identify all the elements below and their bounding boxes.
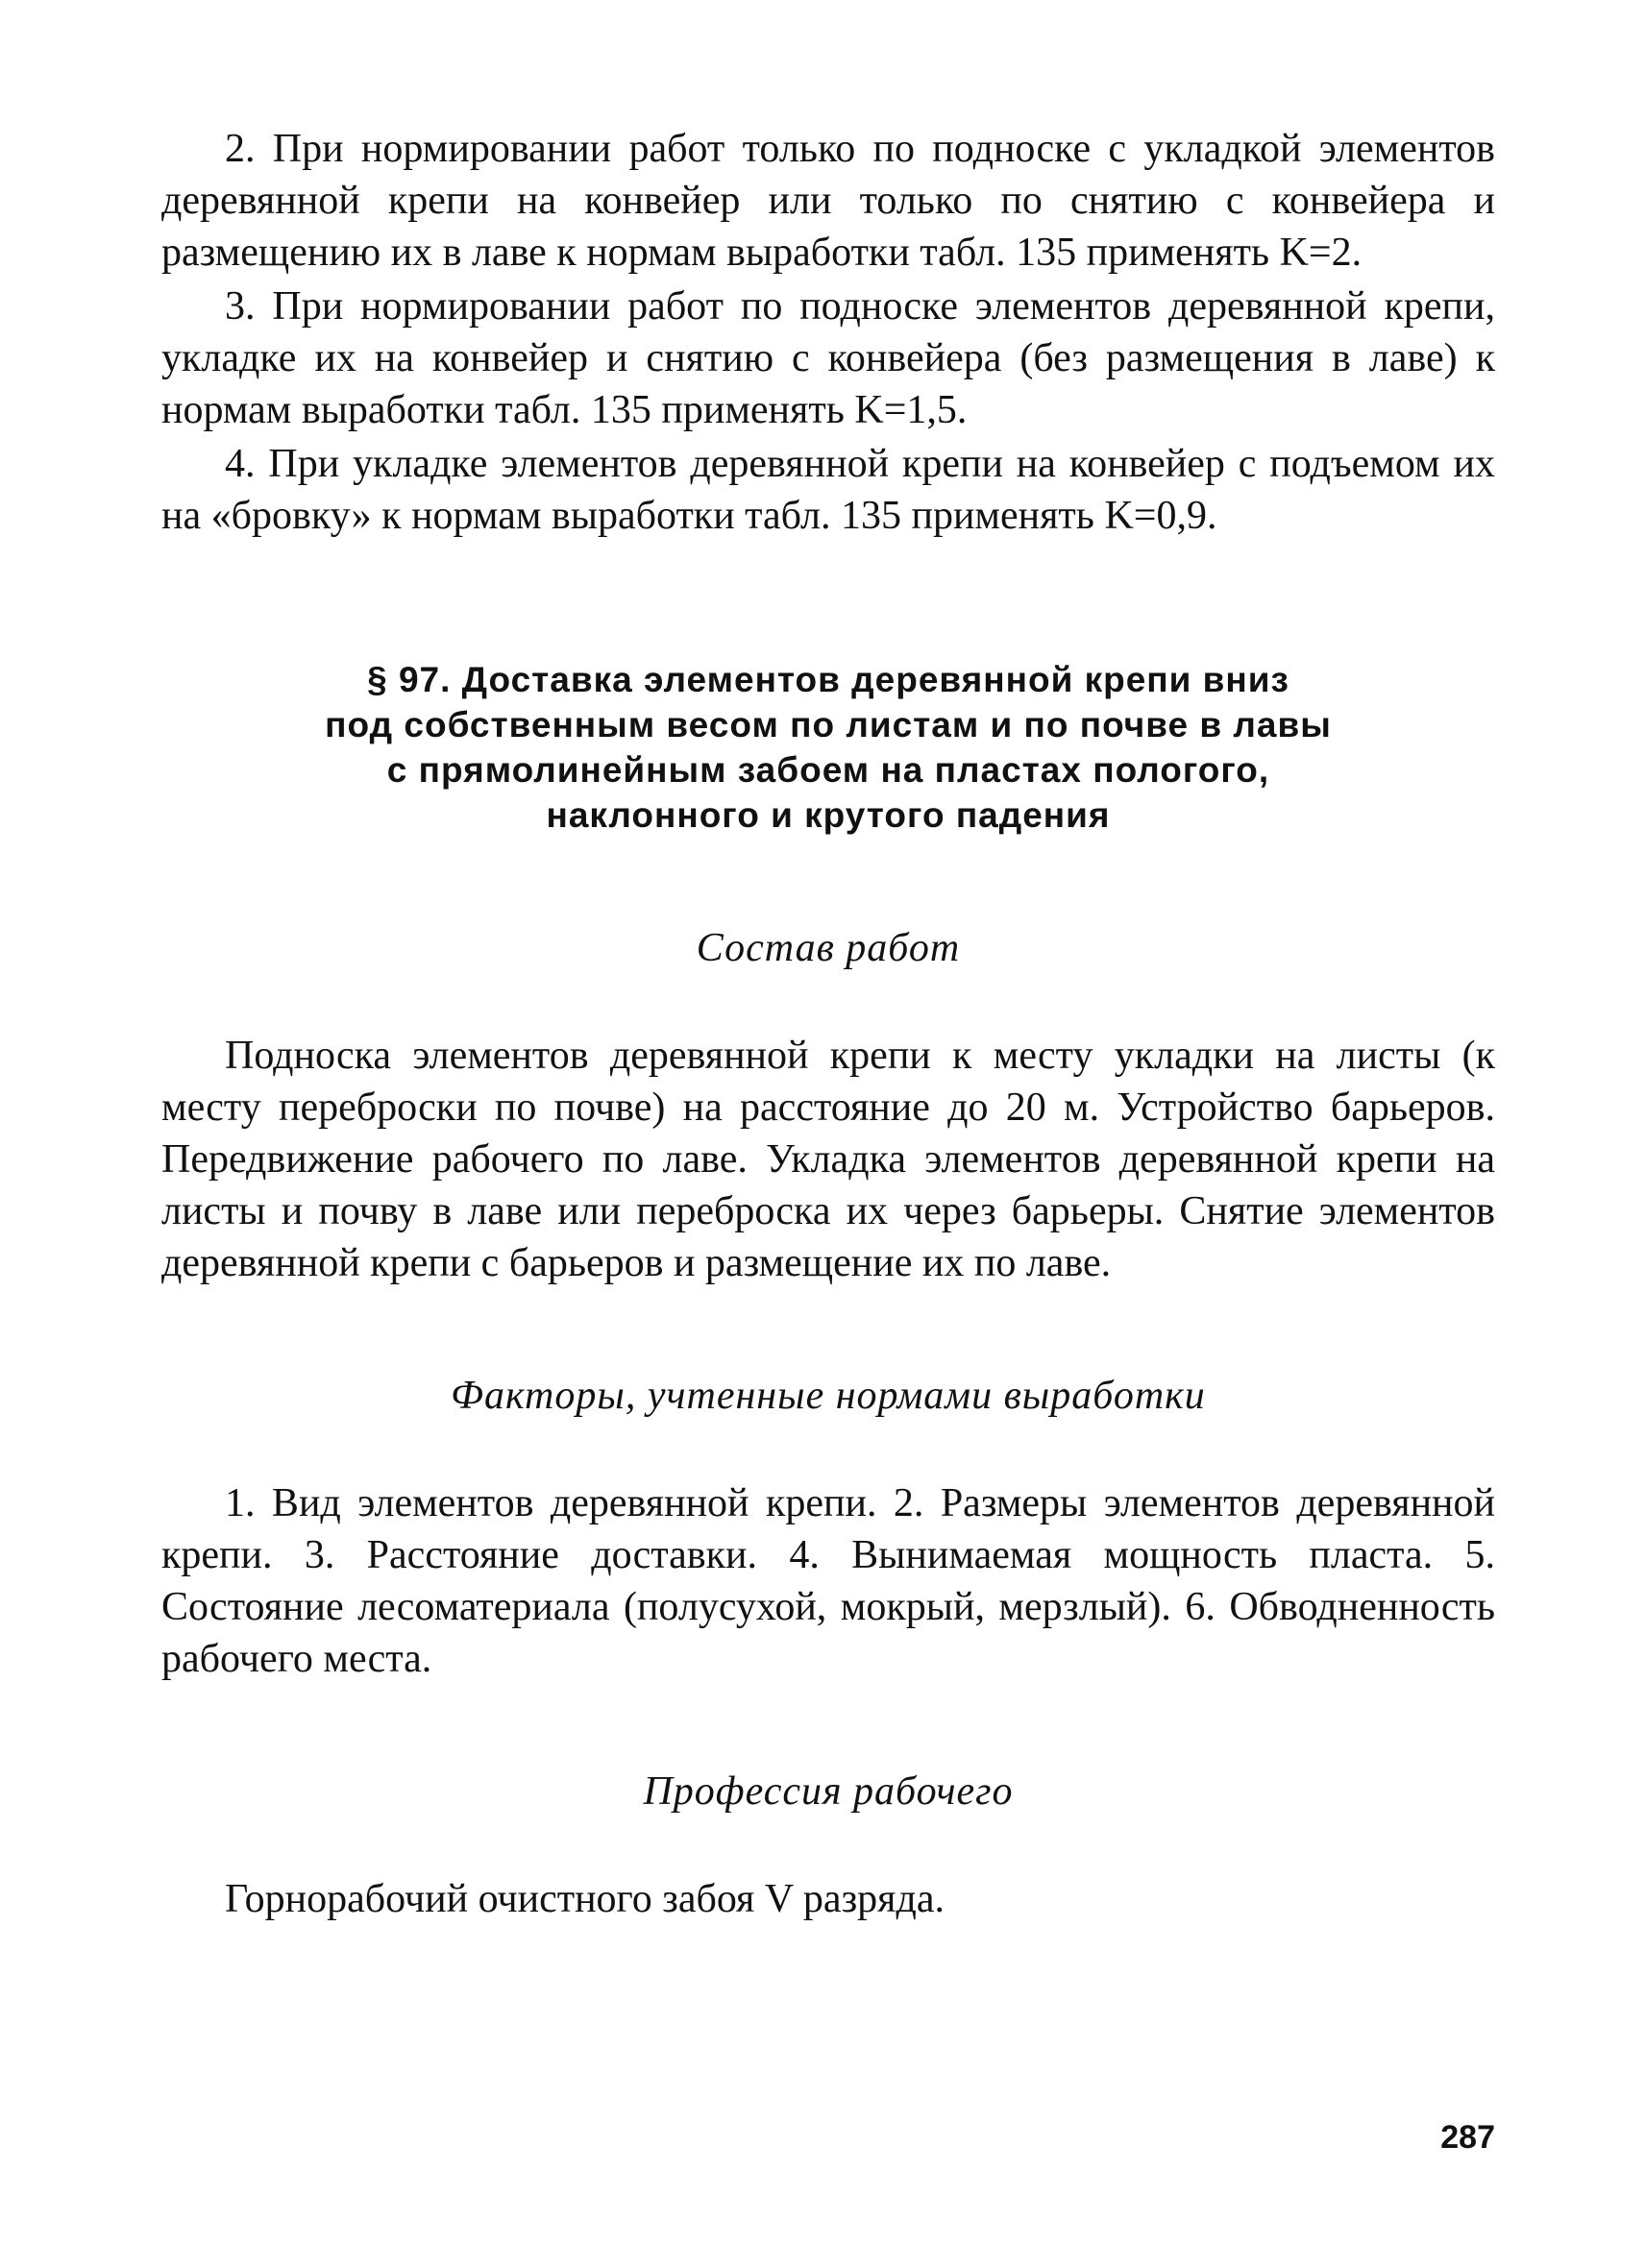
document-page	[161, 123, 1495, 1925]
section-heading-line: наклонного и крутого падения	[546, 795, 1111, 835]
notes-list	[161, 123, 1495, 542]
factors-text: 1. Вид элементов деревянной крепи. 2. Размеры элементов деревянной крепи. 3. Расстояние доставки. 4. Вынимаемая мощность пласта. 5. Состояние лесоматериала (полусухой, мокрый, мерзлый). 6. Обводненность рабочего места.	[161, 1481, 1495, 1681]
work-composition-text: Подноска элементов деревянной крепи к месту укладки на листы (к месту переброски по почве) на расстояние до 20 м. Устройство барьеров. Передвижение рабочего по лаве. Укладка элементов деревянной крепи на листы и почву в лаве или переброска их через барьеры. Снятие элементов деревянной крепи с барьеров и размещение их по лаве.	[161, 1034, 1495, 1285]
profession-text: Горнорабочий очистного забоя V разряда.	[225, 1877, 945, 1921]
note-paragraph: 2. При нормировании работ только по подноске с укладкой элементов деревянной крепи на конвейер или только по снятию с конвейера и размещению их в лаве к нормам выработки табл. 135 применять K=2.	[161, 127, 1495, 275]
note-paragraph: 3. При нормировании работ по подноске элементов деревянной крепи, укладке их на конвейер и снятию с конвейера (без размещения в лаве) к нормам выработки табл. 135 применять K=1,5.	[161, 284, 1495, 432]
section-heading-line: под собственным весом по листам и по почве в лавы	[325, 705, 1332, 744]
section-heading-line: с прямолинейным забоем на пластах пологого,	[386, 750, 1270, 790]
work-composition-title: Состав работ	[696, 926, 961, 970]
profession-title: Профессия рабочего	[643, 1769, 1014, 1814]
section-heading-line: § 97. Доставка элементов деревянной крепи вниз	[367, 660, 1289, 699]
note-paragraph: 4. При укладке элементов деревянной крепи на конвейер с подъемом их на «бровку» к нормам выработки табл. 135 применять K=0,9.	[161, 442, 1495, 538]
page-number: 287	[1440, 2119, 1495, 2156]
factors-title: Факторы, учтенные нормами выработки	[451, 1374, 1206, 1418]
section-heading	[161, 657, 1495, 838]
